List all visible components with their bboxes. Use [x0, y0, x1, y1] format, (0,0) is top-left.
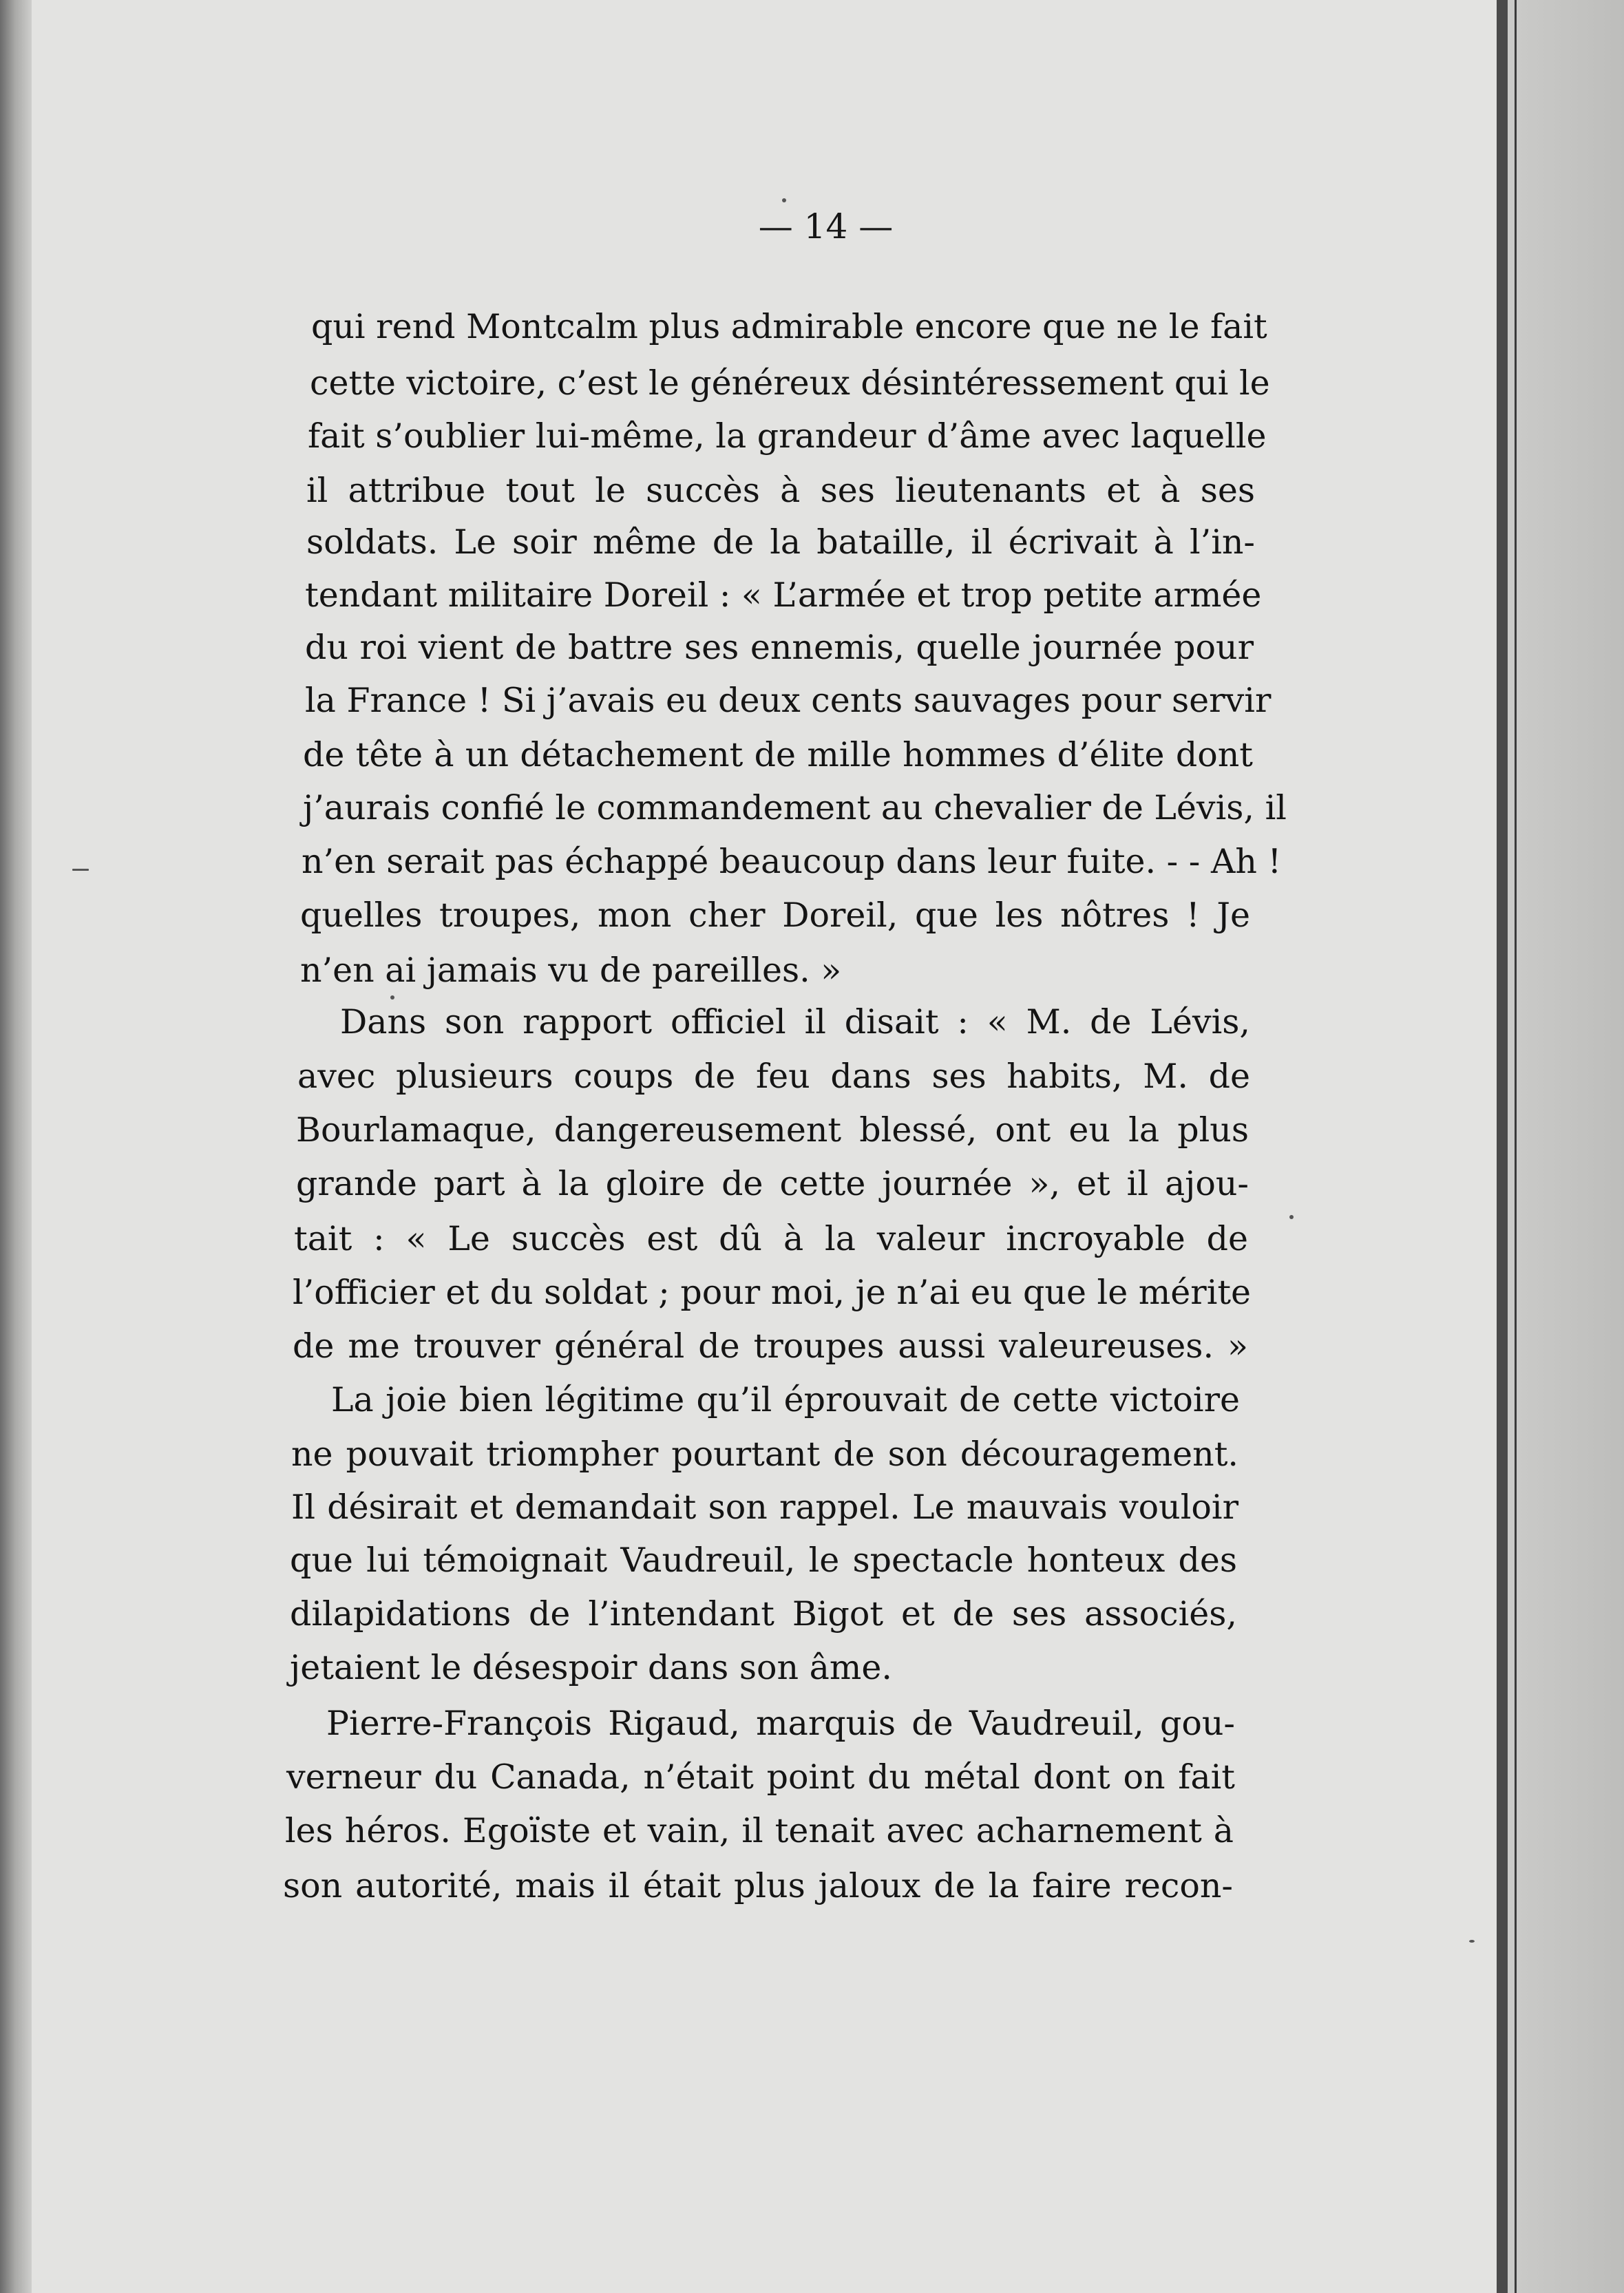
text-line: qui rend Montcalm plus admirable encore que ne le fait — [311, 307, 1267, 346]
text-line: dilapidations de l’intendant Bigot et de ses associés, — [290, 1594, 1237, 1634]
text-line: tendant militaire Doreil : « L’armée et trop petite armée — [305, 575, 1262, 615]
text-line: cette victoire, c’est le généreux désintéressement qui le — [310, 363, 1270, 403]
text-line: ne pouvait triompher pourtant de son découragement. — [291, 1435, 1238, 1474]
text-line: Pierre-François Rigaud, marquis de Vaudreuil, gou- — [326, 1704, 1235, 1743]
text-line: de me trouver général de troupes aussi valeureuses. » — [293, 1327, 1248, 1366]
text-line: que lui témoignait Vaudreuil, le spectacle honteux des — [290, 1541, 1237, 1580]
text-line: son autorité, mais il était plus jaloux de la faire recon- — [283, 1866, 1233, 1905]
text-line: quelles troupes, mon cher Doreil, que les nôtres ! Je — [300, 896, 1250, 935]
text-line: du roi vient de battre ses ennemis, quelle journée pour — [305, 628, 1254, 667]
text-line: n’en ai jamais vu de pareilles. » — [300, 951, 842, 990]
text-line: jetaient le désespoir dans son âme. — [290, 1648, 892, 1687]
text-line: avec plusieurs coups de feu dans ses habits, M. de — [297, 1057, 1250, 1096]
text-line: La joie bien légitime qu’il éprouvait de cette victoire — [331, 1380, 1240, 1419]
text-line: fait s’oublier lui-même, la grandeur d’âme avec laquelle — [308, 416, 1267, 456]
text-line: les héros. Egoïste et vain, il tenait avec acharnement à — [285, 1811, 1234, 1850]
text-line: j’aurais confié le commandement au chevalier de Lévis, il — [303, 788, 1287, 827]
text-line: soldats. Le soir même de la bataille, il écrivait à l’in- — [306, 522, 1255, 562]
text-line: Bourlamaque, dangereusement blessé, ont eu la plus — [296, 1110, 1249, 1150]
text-line: grande part à la gloire de cette journée », et il ajou- — [296, 1164, 1249, 1203]
text-line: verneur du Canada, n’était point du métal dont on fait — [286, 1757, 1235, 1797]
text-line: tait : « Le succès est dû à la valeur incroyable de — [294, 1219, 1248, 1258]
text-line: Il désirait et demandait son rappel. Le mauvais vouloir — [291, 1488, 1238, 1527]
text-line: n’en serait pas échappé beaucoup dans leur fuite. - - Ah ! — [302, 842, 1282, 881]
text-line: Dans son rapport officiel il disait : « M. de Lévis, — [340, 1002, 1250, 1042]
text-line: de tête à un détachement de mille hommes d’élite dont — [303, 735, 1253, 774]
text-line: il attribue tout le succès à ses lieutenants et à ses — [306, 471, 1255, 510]
text-line: la France ! Si j’avais eu deux cents sauvages pour servir — [305, 681, 1272, 720]
page-number: — 14 — — [758, 207, 894, 246]
text-line: l’officier et du soldat ; pour moi, je n’ai eu que le mérite — [293, 1273, 1252, 1312]
